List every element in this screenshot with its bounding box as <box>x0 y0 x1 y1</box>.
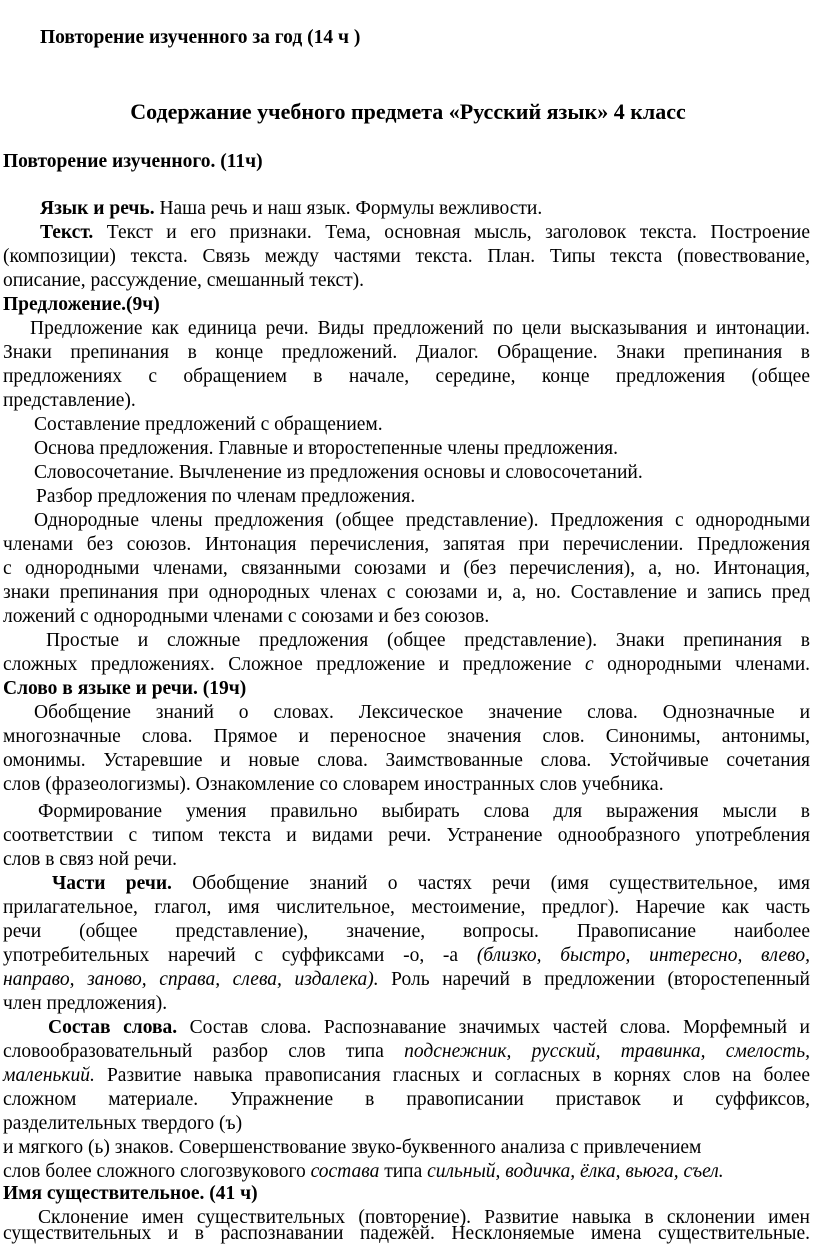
main-title: Содержание учебного предмета «Русский язык» 4 класс <box>130 99 686 124</box>
paragraph-line: слов в связ ной речи. <box>3 849 177 870</box>
review-heading: Повторение изученного за год (14 ч ) <box>40 27 361 48</box>
paragraph-line: Склонение имен существительных (повторение). Развитие навыка в склонении имен <box>38 1207 810 1228</box>
paragraph-line: омонимы. Устаревшие и новые слова. Заимствованные слова. Устойчивые сочетания <box>3 750 810 771</box>
paragraph-text-line: описание, рассуждение, смешанный текст). <box>3 270 365 291</box>
paragraph-line: Основа предложения. Главные и второстепенные члены предложения. <box>34 438 618 459</box>
paragraph-line: Формирование умения правильно выбирать слова для выражения мысли в <box>38 801 810 822</box>
paragraph-line: словообразовательный разбор слов типа подснежник, русский, травинка, смелость, <box>3 1041 810 1062</box>
paragraph-line: Части речи. Обобщение знаний о частях речи (имя существительное, имя <box>52 873 810 894</box>
paragraph-line: существительных и в распознавании падежей. Несклоняемые имена существительные. <box>3 1223 810 1244</box>
paragraph-line: Предложение как единица речи. Виды предложений по цели высказывания и интонации. <box>30 318 810 339</box>
paragraph-line: и мягкого (ь) знаков. Совершенствование звуко-буквенного анализа с привлечением <box>3 1137 702 1158</box>
paragraph-line: Знаки препинания в конце предложений. Диалог. Обращение. Знаки препинания в <box>3 342 810 363</box>
paragraph-line: член предложения). <box>3 993 168 1014</box>
section-heading-sentence: Предложение.(9ч) <box>3 294 160 315</box>
term-text: Текст. <box>40 222 94 243</box>
paragraph-line: членами без союзов. Интонация перечисления, запятая при перечислении. Предложения <box>3 534 810 555</box>
paragraph-line: Составление предложений с обращением. <box>34 414 383 435</box>
term-parts-of-speech: Части речи. <box>52 873 172 894</box>
paragraph-line: слов (фразеологизмы). Ознакомление со словарем иностранных слов учебника. <box>3 774 664 795</box>
paragraph-line: ложений с однородными членами с союзами и без союзов. <box>3 606 490 627</box>
paragraph-line: речи (общее представление), значение, вопросы. Правописание наиболее <box>3 921 810 942</box>
paragraph-line: направо, заново, справа, слева, издалека). Роль наречий в предложении (второстепенный <box>3 969 810 990</box>
paragraph-line: разделительных твердого (ъ) <box>3 1113 243 1134</box>
paragraph-line: предложениях с обращением в начале, середине, конце предложения (общее <box>3 366 810 387</box>
paragraph-line: слов более сложного слогозвукового состава типа сильный, водичка, ёлка, вьюга, съел. <box>3 1161 724 1182</box>
paragraph-line: с однородными членами, связанными союзами и (без перечисления), а, но. Интонация, <box>3 558 810 579</box>
paragraph-line: сложном материале. Упражнение в правописании приставок и суффиксов, <box>3 1089 810 1110</box>
paragraph-line: Простые и сложные предложения (общее представление). Знаки препинания в <box>46 630 810 651</box>
paragraph-line: знаки препинания при однородных членах с союзами и, а, но. Составление и запись пред <box>3 582 810 603</box>
paragraph-line: употребительных наречий с суффиксами -о, -а (близко, быстро, интересно, влево, <box>3 945 810 966</box>
paragraph-line: Состав слова. Состав слова. Распознавание значимых частей слова. Морфемный и <box>48 1017 810 1038</box>
paragraph-line: Словосочетание. Вычленение из предложения основы и словосочетаний. <box>34 462 643 483</box>
paragraph-text-line: Текст. Текст и его признаки. Тема, основная мысль, заголовок текста. Построение <box>40 222 810 243</box>
section-heading-word: Слово в языке и речи. (19ч) <box>3 678 247 699</box>
paragraph-line: Обобщение знаний о словах. Лексическое значение слова. Однозначные и <box>34 702 810 723</box>
section-heading-noun: Имя существительное. (41 ч) <box>3 1183 258 1204</box>
paragraph-line: представление). <box>3 390 136 411</box>
paragraph-line: многозначные слова. Прямое и переносное значения слов. Синонимы, антонимы, <box>3 726 810 747</box>
paragraph-line: маленький. Развитие навыка правописания гласных и согласных в корнях слов на более <box>3 1065 810 1086</box>
section-heading-review: Повторение изученного. (11ч) <box>3 151 263 172</box>
paragraph-line: Однородные члены предложения (общее представление). Предложения с однородными <box>34 510 810 531</box>
paragraph-line: сложных предложениях. Сложное предложение и предложение с однородными членами. <box>3 654 811 675</box>
term-word-structure: Состав слова. <box>48 1017 178 1038</box>
paragraph-text-line: (композиции) текста. Связь между частями текста. План. Типы текста (повествование, <box>3 246 810 267</box>
term-language-speech: Язык и речь. <box>40 198 155 219</box>
paragraph-line: Разбор предложения по членам предложения. <box>36 486 416 507</box>
paragraph-line: соответствии с типом текста и видами речи. Устранение однообразного употребления <box>3 825 810 846</box>
paragraph-language-speech: Язык и речь. Наша речь и наш язык. Формулы вежливости. <box>40 198 543 219</box>
paragraph-line: прилагательное, глагол, имя числительное, местоимение, предлог). Наречие как часть <box>3 897 810 918</box>
